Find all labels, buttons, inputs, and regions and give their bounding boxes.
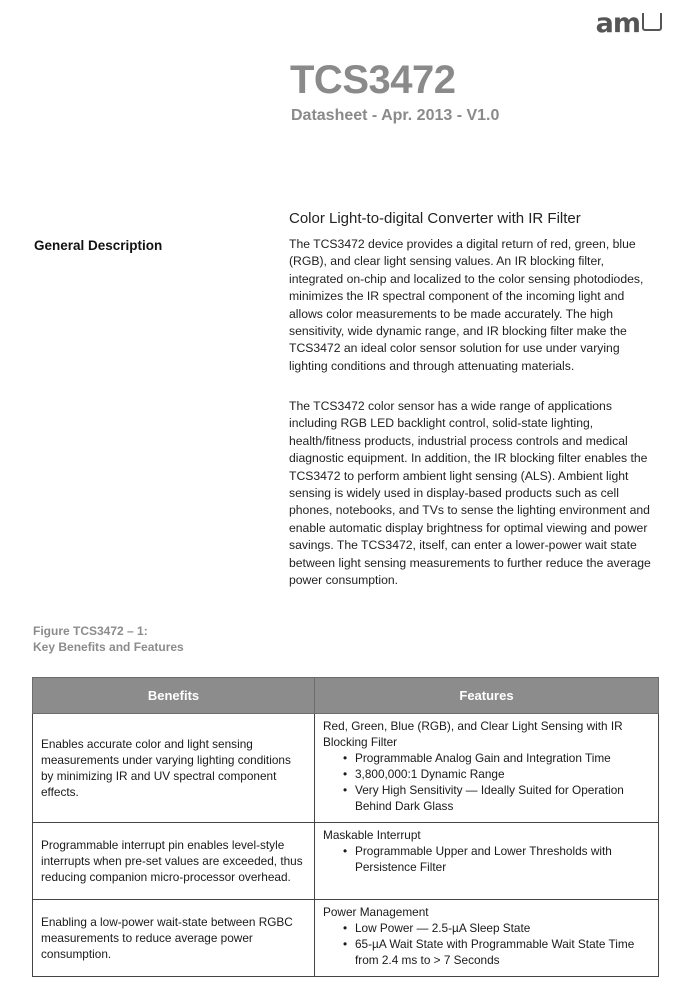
company-logo: am <box>596 8 662 39</box>
list-item: • Programmable Upper and Lower Thresholds with Persistence Filter <box>343 843 650 875</box>
column-header-benefits: Benefits <box>33 678 315 714</box>
figure-caption-number: Figure TCS3472 – 1: <box>33 624 148 638</box>
document-subtitle: Datasheet - Apr. 2013 - V1.0 <box>291 107 500 124</box>
product-heading: Color Light-to-digital Converter with IR Filter <box>289 210 581 227</box>
list-item: • Very High Sensitivity — Ideally Suited for Operation Behind Dark Glass <box>343 782 650 814</box>
feature-cell <box>315 900 659 977</box>
description-paragraph: The TCS3472 color sensor has a wide range of applications including RGB LED backlight control, solid-state lighting, health/fitness products, industrial process controls and medical diagnostic equipment. In addition, the IR blocking filter enables the TCS3472 to perform ambient light sensing (ALS). Ambient light sensing is widely used in display-based products such as cell phones, notebooks, and TVs to sense the lighting environment and enable automatic display brightness for optimal viewing and power savings. The TCS3472, itself, can enter a lower-power wait state between light sensing measurements to further reduce the average power consumption. <box>289 399 651 588</box>
benefit-cell: Programmable interrupt pin enables level-style interrupts when pre-set values are exceeded, thus reducing companion micro-processor overhead. <box>33 823 315 900</box>
feature-bullet-list <box>323 920 650 968</box>
benefits-features-table <box>32 677 659 977</box>
table-row <box>33 823 659 900</box>
feature-cell <box>315 714 659 823</box>
logo-mark-icon <box>642 13 662 31</box>
benefit-cell: Enables accurate color and light sensing measurements under varying lighting conditions by minimizing IR and UV spectral component effects. <box>33 714 315 823</box>
list-item: • 65-µA Wait State with Programmable Wait State Time from 2.4 ms to > 7 Seconds <box>343 936 650 968</box>
feature-title: Red, Green, Blue (RGB), and Clear Light Sensing with IR Blocking Filter <box>323 719 623 749</box>
feature-title: Maskable Interrupt <box>323 828 421 842</box>
description-paragraph: The TCS3472 device provides a digital return of red, green, blue (RGB), and clear light sensing values. An IR blocking filter, integrated on-chip and localized to the color sensing photodiodes, minimizes the IR spectral component of the incoming light and allows color measurements to be made accurately. The high sensitivity, wide dynamic range, and IR blocking filter make the TCS3472 an ideal color sensor solution for use under varying lighting conditions and through attenuating materials. <box>289 237 644 373</box>
feature-bullet-list <box>323 843 650 875</box>
document-title: TCS3472 <box>290 58 456 102</box>
benefit-cell: Enabling a low-power wait-state between RGBC measurements to reduce average power consumption. <box>33 900 315 977</box>
feature-cell <box>315 823 659 900</box>
list-item: • Low Power — 2.5-µA Sleep State <box>343 920 650 936</box>
table-header-row <box>33 678 659 714</box>
figure-caption <box>33 623 184 655</box>
feature-bullet-list <box>323 750 650 814</box>
feature-title: Power Management <box>323 905 429 919</box>
figure-caption-title: Key Benefits and Features <box>33 640 184 654</box>
table-row <box>33 900 659 977</box>
list-item: • 3,800,000:1 Dynamic Range <box>343 766 650 782</box>
list-item: • Programmable Analog Gain and Integration Time <box>343 750 650 766</box>
section-label-general-description: General Description <box>34 238 163 253</box>
table-row <box>33 714 659 823</box>
column-header-features: Features <box>315 678 659 714</box>
